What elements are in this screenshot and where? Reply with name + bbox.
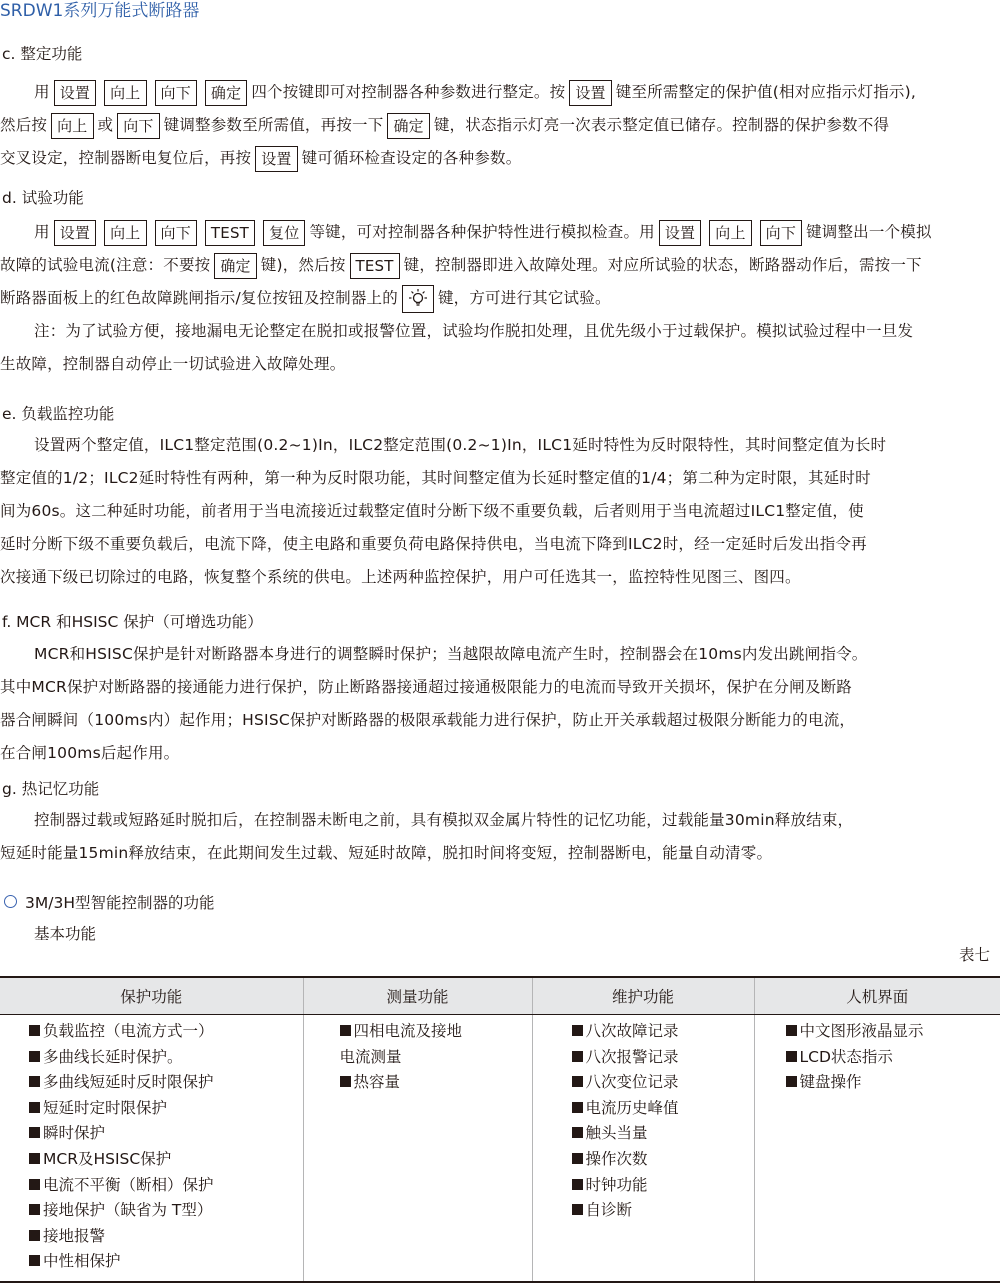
square-bullet-icon (340, 1025, 351, 1036)
controller-heading-text: 3M/3H型智能控制器的功能 (25, 894, 214, 912)
list-item: 多曲线短延时反时限保护 (29, 1070, 303, 1096)
down-key: 向下 (155, 220, 197, 246)
set-key: 设置 (569, 80, 611, 106)
text: 故障的试验电流(注意：不要按 (0, 256, 210, 274)
paragraph-line: 器合闸瞬间（100ms内）起作用；HSISC保护对断路器的极限承载能力进行保护，防止开关承载超过极限分断能力的电流， (0, 704, 1000, 737)
square-bullet-icon (340, 1076, 351, 1087)
section-g-body (0, 804, 1000, 870)
paragraph-line: 短延时能量15min释放结束，在此期间发生过载、短延时故障，脱扣时间将变短，控制器断电，能量自动清零。 (0, 837, 1000, 870)
paragraph-line: 延时分断下级不重要负载后，电流下降，使主电路和重要负荷电路保持供电，当电流下降到ILC2时，经一定延时后发出指令再 (0, 528, 1000, 561)
square-bullet-icon (29, 1153, 40, 1164)
list-item: 中性相保护 (29, 1249, 303, 1275)
text: 键，方可进行其它试验。 (438, 289, 611, 307)
header-maintenance: 维护功能 (532, 977, 754, 1015)
text: 键至所需整定的保护值(相对应指示灯指示), (616, 83, 916, 101)
list-item: 接地报警 (29, 1224, 303, 1250)
square-bullet-icon (786, 1025, 797, 1036)
square-bullet-icon (572, 1204, 583, 1215)
list-item: 键盘操作 (786, 1070, 1000, 1096)
paragraph-line: 间为60s。这二种延时功能，前者用于当电流接近过载整定值时分断下级不重要负载，后者则用于当电流超过ILC1整定值，使 (0, 495, 1000, 528)
square-bullet-icon (29, 1025, 40, 1036)
paragraph-line: MCR和HSISC保护是针对断路器本身进行的调整瞬时保护；当越限故障电流产生时，控制器会在10ms内发出跳闸指令。 (0, 638, 1000, 671)
square-bullet-icon (572, 1025, 583, 1036)
header-protection: 保护功能 (0, 977, 303, 1015)
header-measurement: 测量功能 (303, 977, 532, 1015)
controller-heading (4, 892, 214, 914)
measurement-column (303, 1015, 532, 1282)
paragraph-line: 设置两个整定值，ILC1整定范围(0.2~1)In，ILC2整定范围(0.2~1)In，ILC1延时特性为反时限特性，其时间整定值为长时 (0, 429, 1000, 462)
text: 交叉设定，控制器断电复位后，再按 (0, 149, 251, 167)
table-label: 表七 (959, 944, 990, 966)
list-item: 触头当量 (572, 1121, 754, 1147)
paragraph-line: 其中MCR保护对断路器的接通能力进行保护，防止断路器接通超过接通极限能力的电流而导致开关损坏，保护在分闸及断路 (0, 671, 1000, 704)
set-key: 设置 (54, 80, 96, 106)
square-bullet-icon (572, 1051, 583, 1062)
text: 用 (34, 83, 50, 101)
square-bullet-icon (29, 1051, 40, 1062)
square-bullet-icon (29, 1230, 40, 1241)
list-item: LCD状态指示 (786, 1045, 1000, 1071)
square-bullet-icon (29, 1102, 40, 1113)
protection-column (0, 1015, 303, 1282)
hmi-column (754, 1015, 1000, 1282)
set-key: 设置 (255, 146, 297, 172)
note-line-2: 生故障，控制器自动停止一切试验进入故障处理。 (0, 348, 1000, 381)
confirm-key: 确定 (205, 80, 247, 106)
list-item: 操作次数 (572, 1147, 754, 1173)
list-item-continuation: 电流测量 (340, 1045, 532, 1071)
square-bullet-icon (29, 1076, 40, 1087)
square-bullet-icon (786, 1051, 797, 1062)
paragraph-line: 次接通下级已切除过的电路，恢复整个系统的供电。上述两种监控保护，用户可任选其一，监控特性见图三、图四。 (0, 561, 1000, 594)
set-key: 设置 (54, 220, 96, 246)
square-bullet-icon (572, 1153, 583, 1164)
list-item: 自诊断 (572, 1198, 754, 1224)
down-key: 向下 (760, 220, 802, 246)
list-item: 时钟功能 (572, 1173, 754, 1199)
list-item: 接地保护（缺省为 T型） (29, 1198, 303, 1224)
list-item: 中文图形液晶显示 (786, 1019, 1000, 1045)
text: 等键，可对控制器各种保护特性进行模拟检查。用 (309, 223, 654, 241)
basic-functions-heading: 基本功能 (34, 923, 96, 945)
square-bullet-icon (29, 1204, 40, 1215)
test-key: TEST (205, 220, 255, 246)
list-item: 八次报警记录 (572, 1045, 754, 1071)
section-d-heading: d. 试验功能 (2, 187, 84, 209)
list-item: 多曲线长延时保护。 (29, 1045, 303, 1071)
list-item: 热容量 (340, 1070, 532, 1096)
square-bullet-icon (29, 1255, 40, 1266)
confirm-key: 确定 (387, 113, 429, 139)
section-e-body (0, 429, 1000, 594)
list-item: MCR及HSISC保护 (29, 1147, 303, 1173)
confirm-key: 确定 (214, 253, 256, 279)
section-f-heading: f. MCR 和HSISC 保护（可增选功能） (2, 611, 263, 633)
lamp-key-icon (402, 285, 434, 313)
square-bullet-icon (786, 1076, 797, 1087)
circle-bullet-icon (4, 895, 17, 908)
square-bullet-icon (572, 1127, 583, 1138)
list-item: 八次变位记录 (572, 1070, 754, 1096)
paragraph-line: 在合闸100ms后起作用。 (0, 737, 1000, 770)
list-item: 负载监控（电流方式一） (29, 1019, 303, 1045)
document-title: SRDW1系列万能式断路器 (0, 0, 199, 22)
section-c-body (0, 76, 1000, 175)
up-key: 向上 (104, 80, 146, 106)
text: 键，状态指示灯亮一次表示整定值已储存。控制器的保护参数不得 (434, 116, 889, 134)
set-key: 设置 (659, 220, 701, 246)
up-key: 向上 (51, 113, 93, 139)
text: 然后按 (0, 116, 47, 134)
list-item: 八次故障记录 (572, 1019, 754, 1045)
square-bullet-icon (29, 1127, 40, 1138)
square-bullet-icon (29, 1179, 40, 1190)
text: 用 (34, 223, 50, 241)
list-item: 瞬时保护 (29, 1121, 303, 1147)
text: 断路器面板上的红色故障跳闸指示/复位按钮及控制器上的 (0, 289, 398, 307)
down-key: 向下 (117, 113, 159, 139)
paragraph-line: 整定值的1/2；ILC2延时特性有两种，第一种为反时限功能，其时间整定值为长延时整定值的1/4；第二种为定时限，其延时时 (0, 462, 1000, 495)
square-bullet-icon (572, 1102, 583, 1113)
section-d-body (0, 216, 1000, 381)
functions-table (0, 976, 1000, 1283)
text: 键可循环检查设定的各种参数。 (302, 149, 522, 167)
text: 或 (98, 116, 114, 134)
text: 四个按键即可对控制器各种参数进行整定。按 (251, 83, 565, 101)
section-g-heading: g. 热记忆功能 (2, 778, 99, 800)
test-key: TEST (350, 253, 400, 279)
down-key: 向下 (155, 80, 197, 106)
section-c-heading: c. 整定功能 (2, 43, 82, 65)
up-key: 向上 (709, 220, 751, 246)
note-line-1: 注：为了试验方便，接地漏电无论整定在脱扣或报警位置，试验均作脱扣处理，且优先级小于过载保护。模拟试验过程中一旦发 (0, 315, 1000, 348)
up-key: 向上 (104, 220, 146, 246)
reset-key: 复位 (263, 220, 305, 246)
paragraph-line: 控制器过载或短路延时脱扣后，在控制器未断电之前，具有模拟双金属片特性的记忆功能，过载能量30min释放结束， (0, 804, 1000, 837)
header-hmi: 人机界面 (754, 977, 1000, 1015)
square-bullet-icon (572, 1179, 583, 1190)
list-item: 短延时定时限保护 (29, 1096, 303, 1122)
list-item: 电流不平衡（断相）保护 (29, 1173, 303, 1199)
maintenance-column (532, 1015, 754, 1282)
list-item: 电流历史峰值 (572, 1096, 754, 1122)
text: 键)，然后按 (261, 256, 346, 274)
list-item: 四相电流及接地 (340, 1019, 532, 1045)
section-f-body (0, 638, 1000, 770)
section-e-heading: e. 负载监控功能 (2, 403, 114, 425)
text: 键调整参数至所需值，再按一下 (164, 116, 384, 134)
text: 键，控制器即进入故障处理。对应所试验的状态，断路器动作后，需按一下 (404, 256, 922, 274)
square-bullet-icon (572, 1076, 583, 1087)
text: 键调整出一个模拟 (806, 223, 932, 241)
